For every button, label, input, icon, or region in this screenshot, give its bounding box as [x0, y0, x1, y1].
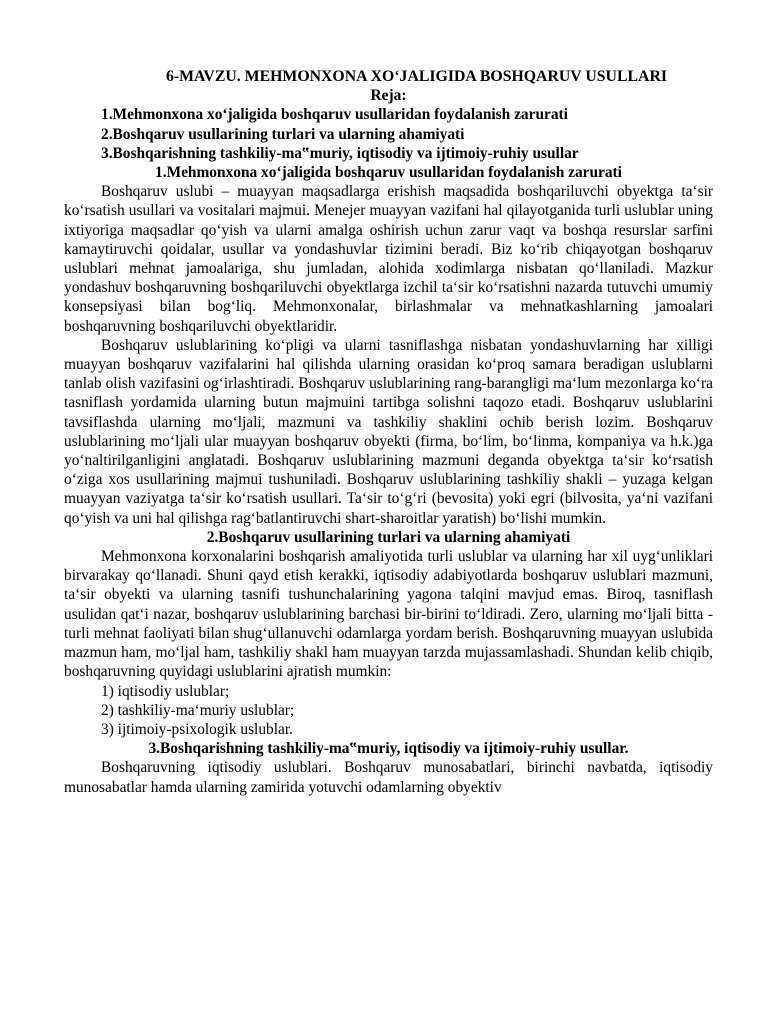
section-3-paragraph-1: Boshqaruvning iqtisodiy uslublari. Boshqaruv munosabatlari, birinchi navbatda, iqtisodiy munosabatlar hamda ularning zamirida yotuvchi odamlarning obyektiv: [64, 759, 713, 796]
section-3-heading: 3.Boshqarishning tashkiliy-ma‟muriy, iqtisodiy va ijtimoiy-ruhiy usullar.: [148, 740, 629, 758]
section-1-paragraph-1: Boshqaruv uslubi – muayyan maqsadlarga erishish maqsadida boshqariluvchi obyektga ta‘sir ko‘rsatish usullari va vositalari majmui. Menejer muayyan vazifani hal qilayotganida turli uslublar uning ixtiyoriga maqsadlar qo‘yish va ularni amalga oshirish uchun zarur vaqt va boshqa resurslar sarfini kamaytiruvchi qoidalar, usullar va yondashuvlar tizimini beradi. Biz ko‘rib chiqayotgan boshqaruv uslublari mehnat jamoalariga, shu jumladan, alohida xodimlarga nisbatan qo‘llaniladi. Mazkur yondashuv boshqaruvning boshqariluvchi obyektlarga izchil ta‘sir ko‘rsatishni nazarda tutuvchi umumiy konsepsiyasi bilan bog‘liq. Mehmonxonalar, birlashmalar va mehnatkashlarning jamoalari boshqaruvning boshqariluvchi obyektlaridir.: [64, 183, 713, 335]
plan-item-2: 2.Boshqaruv usullarining turlari va ularning ahamiyati: [101, 125, 465, 143]
section-2-paragraph-1: Mehmonxona korxonalarini boshqarish amaliyotida turli uslublar va ularning har xil uyg‘unliklari birvarakay qo‘llanadi. Shuni qayd etish kerakki, iqtisodiy adabiyotlarda boshqaruv uslublari mazmuni, ta‘sir obyekti va ularning tasnifi tushunchalarining yagona talqini mavjud emas. Biroq, tasniflash usulidan qat‘i nazar, boshqaruv uslublarining barchasi bir-birini to‘ldiradi. Zero, ularning mo‘ljali bitta - turli mehnat faoliyati bilan shug‘ullanuvchi odamlarga yordam berish. Boshqaruvning muayyan uslubida mazmun ham, mo‘ljal ham, tashkiliy shakl ham muayyan tarzda mujassamlashadi. Shundan kelib chiqib, boshqaruvning quyidagi uslublarini ajratish mumkin:: [64, 548, 713, 681]
section-1-paragraph-2: Boshqaruv uslublarining ko‘pligi va ularni tasniflashga nisbatan yondashuvlarning har xilligi muayyan boshqaruv vazifalarini hal qilishda ularning orasidan ko‘proq samara beradigan uslublarni tanlab olish vazifasini og‘irlashtiradi. Boshqaruv uslublarining rang-barangligi ma‘lum mezonlarga ko‘ra tasniflash yordamida ularning butun majmuini tartibga solishni taqozo etadi. Boshqaruv uslublarini tavsiflashda ularning mo‘ljali, mazmuni va tashkiliy shaklini ochib berish lozim. Boshqaruv uslublarining mo‘ljali ular muayyan boshqaruv obyekti (firma, bo‘lim, bo‘linma, kompaniya va h.k.)ga yo‘naltirilganligini anglatadi. Boshqaruv uslublarining mazmuni deganda obyektga ta‘sir ko‘rsatish o‘ziga xos usullarining majmui tushuniladi. Boshqaruv uslublarining tashkiliy shakli – yuzaga kelgan muayyan vaziyatga ta‘sir ko‘rsatish usullari. Ta‘sir to‘g‘ri (bevosita) yoki egri (bilvosita, ya‘ni vazifani qo‘yish va uni hal qilishga rag‘batlantiruvchi shart-sharoitlar yaratish) bo‘lishi mumkin.: [64, 336, 713, 527]
section-2-heading: 2.Boshqaruv usullarining turlari va ularning ahamiyati: [206, 528, 571, 546]
plan-item-3: 3.Boshqarishning tashkiliy-ma‟muriy, iqtisodiy va ijtimoiy-ruhiy usullar: [101, 144, 579, 162]
plan-item-1: 1.Mehmonxona xo‘jaligida boshqaruv usullaridan foydalanish zarurati: [101, 106, 568, 124]
section-1-heading: 1.Mehmonxona xo‘jaligida boshqaruv usullaridan foydalanish zarurati: [155, 164, 622, 182]
list-item-economic: 1) iqtisodiy uslublar;: [101, 682, 230, 700]
document-title: 6-MAVZU. MEHMONXONA XO‘JALIGIDA BOSHQARUV USULLARI: [165, 68, 667, 85]
list-item-administrative: 2) tashkiliy-ma‘muriy uslublar;: [101, 701, 295, 719]
plan-label: Reja:: [370, 87, 407, 105]
list-item-psychological: 3) ijtimoiy-psixologik uslublar.: [101, 720, 293, 738]
document-page: [64, 67, 713, 797]
